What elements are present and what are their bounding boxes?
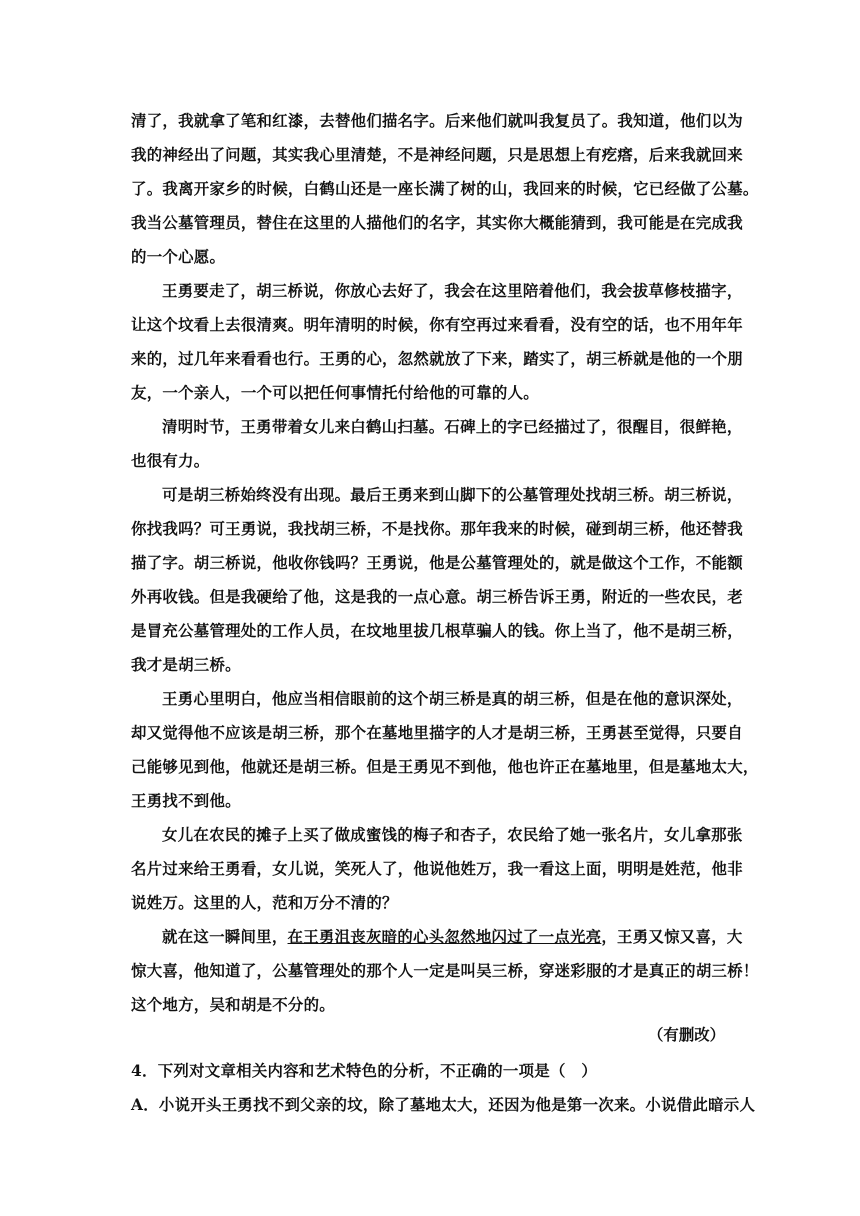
text-line: 我才是胡三桥。: [131, 656, 241, 674]
text-line: 女儿在农民的摊子上买了做成蜜饯的梅子和杏子，农民给了她一张名片，女儿拿那张: [162, 826, 743, 844]
question-stem: 4．下列对文章相关内容和艺术特色的分析，不正确的一项是（ ）: [131, 1062, 598, 1080]
text-line: 王勇找不到他。: [131, 792, 241, 810]
text-line: 清明时节，王勇带着女儿来白鹤山扫墓。石碑上的字已经描过了，很醒目，很鲜艳，: [162, 418, 743, 436]
text-line: 友，一个亲人，一个可以把任何事情托付给他的可靠的人。: [131, 384, 539, 402]
text-line: 了。我离开家乡的时候，白鹤山还是一座长满了树的山，我回来的时候，它已经做了公墓。: [131, 180, 759, 198]
text-line: 可是胡三桥始终没有出现。最后王勇来到山脚下的公墓管理处找胡三桥。胡三桥说，: [162, 486, 743, 504]
text-line-with-underline: [162, 927, 762, 947]
text-line: 我当公墓管理员，替住在这里的人描他们的名字，其实你大概能猜到，我可能是在完成我: [131, 214, 743, 232]
text-segment: ，王勇又惊又喜，大: [601, 928, 743, 946]
question-option-a: A．小说开头王勇找不到父亲的坟，除了墓地太大，还因为他是第一次来。小说借此暗示人: [131, 1096, 756, 1114]
source-note: （有删改）: [648, 1026, 725, 1044]
underlined-sentence: 在王勇沮丧灰暗的心头忽然地闪过了一点光亮: [287, 928, 602, 946]
text-line: 清了，我就拿了笔和红漆，去替他们描名字。后来他们就叫我复员了。我知道，他们以为: [131, 112, 743, 130]
text-line: 也很有力。: [131, 452, 210, 470]
text-line: 惊大喜，他知道了，公墓管理处的那个人一定是叫吴三桥，穿迷彩服的才是真正的胡三桥！: [131, 962, 759, 980]
text-line: 说姓万。这里的人，范和万分不清的？: [131, 894, 398, 912]
text-line: 的一个心愿。: [131, 248, 226, 266]
text-line: 描了字。胡三桥说，他收你钱吗？王勇说，他是公墓管理处的，就是做这个工作，不能额: [131, 554, 743, 572]
text-line: 己能够见到他，他就还是胡三桥。但是王勇见不到他，他也许正在墓地里，但是墓地太大，: [131, 758, 759, 776]
text-line: 是冒充公墓管理处的工作人员，在坟地里拔几根草骗人的钱。你上当了，他不是胡三桥，: [131, 622, 743, 640]
text-line: 王勇要走了，胡三桥说，你放心去好了，我会在这里陪着他们，我会拔草修枝描字，: [162, 282, 743, 300]
text-line: 你找我吗？可王勇说，我找胡三桥，不是找你。那年我来的时候，碰到胡三桥，他还替我: [131, 520, 743, 538]
text-line: 却又觉得他不应该是胡三桥，那个在墓地里描字的人才是胡三桥，王勇甚至觉得，只要自: [131, 724, 743, 742]
text-segment: 就在这一瞬间里，: [162, 928, 288, 946]
text-line: 外再收钱。但是我硬给了他，这是我的一点心意。胡三桥告诉王勇，附近的一些农民，老: [131, 588, 743, 606]
text-line: 来的，过几年来看看也行。王勇的心，忽然就放了下来，踏实了，胡三桥就是他的一个朋: [131, 350, 743, 368]
text-line: 名片过来给王勇看，女儿说，笑死人了，他说他姓万，我一看这上面，明明是姓范，他非: [131, 860, 743, 878]
text-line: 让这个坟看上去很清爽。明年清明的时候，你有空再过来看看，没有空的话，也不用年年: [131, 316, 743, 334]
text-line: 王勇心里明白，他应当相信眼前的这个胡三桥是真的胡三桥，但是在他的意识深处，: [162, 690, 743, 708]
text-line: 我的神经出了问题，其实我心里清楚，不是神经问题，只是思想上有疙瘩，后来我就回来: [131, 146, 743, 164]
text-line: 这个地方，吴和胡是不分的。: [131, 996, 335, 1014]
